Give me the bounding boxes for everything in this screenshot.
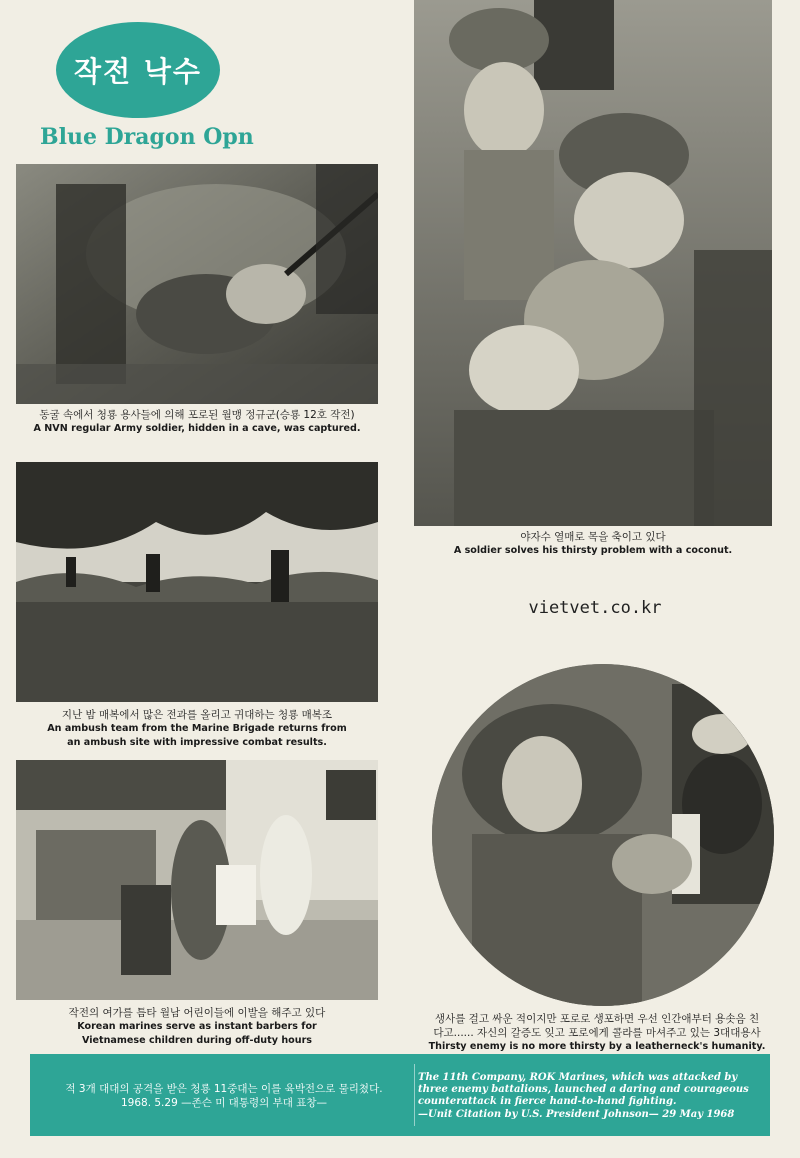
photo-marine-barbers: [16, 760, 378, 1000]
photo-coconut-drink: [414, 0, 772, 526]
citation-en-line3: counterattack in fierce hand-to-hand fighting.: [418, 1096, 677, 1107]
caption-coconut-drink: [414, 530, 772, 558]
caption-en: A NVN regular Army soldier, hidden in a cave, was captured.: [33, 423, 361, 434]
banner-divider: [414, 1064, 415, 1126]
citation-en: [418, 1072, 758, 1121]
unit-citation-banner: [30, 1054, 770, 1136]
caption-en: A soldier solves his thirsty problem with a coconut.: [453, 545, 733, 556]
page-subtitle: Blue Dragon Opn: [40, 124, 254, 150]
caption-ko-line1: 생사를 걸고 싸운 적이지만 포로로 생포하면 우선 인간애부터 용솟음 친: [434, 1013, 760, 1025]
page-title: 작전 낙수: [74, 55, 202, 88]
caption-en-line1: An ambush team from the Marine Brigade returns from: [47, 723, 347, 734]
watermark-site: vietvet.co.kr: [528, 598, 662, 618]
citation-en-line2: three enemy battalions, launched a daring and courageous: [418, 1084, 749, 1095]
citation-en-line1: The 11th Company, ROK Marines, which was attacked by: [418, 1072, 738, 1083]
caption-ko: 야자수 열매로 목을 축이고 있다: [520, 531, 666, 543]
photo-ambush-team: [16, 462, 378, 702]
caption-prisoner-cola: [414, 1012, 780, 1054]
title-badge: [56, 22, 220, 118]
caption-en-line2: an ambush site with impressive combat results.: [67, 737, 327, 748]
caption-en-line2: Vietnamese children during off-duty hours: [81, 1035, 313, 1046]
caption-ko: 동굴 속에서 청룡 용사들에 의해 포로된 월맹 정규군(승룡 12호 작전): [39, 409, 355, 421]
caption-en: Thirsty enemy is no more thirsty by a leatherneck's humanity.: [428, 1041, 766, 1052]
citation-ko-line1: 적 3개 대대의 공격을 받은 청룡 11중대는 이를 육박전으로 물리쳤다.: [65, 1083, 383, 1095]
caption-ko: 작전의 여가를 틈타 월남 어린이들에 이발을 해주고 있다: [68, 1007, 326, 1019]
caption-ambush-team: [16, 708, 378, 750]
citation-ko-line2: 1968. 5.29 —존슨 미 대통령의 부대 표창—: [120, 1097, 328, 1109]
caption-ko-line2: 다고...... 자신의 갈증도 잊고 포로에게 콜라를 마셔주고 있는 3대대용사: [433, 1027, 761, 1039]
caption-ko: 지난 밤 매복에서 많은 전과를 올리고 귀대하는 청룡 매복조: [61, 709, 333, 721]
caption-marine-barbers: [16, 1006, 378, 1048]
photo-prisoner-cola: [432, 664, 774, 1006]
photo-captured-soldier: [16, 164, 378, 404]
caption-en-line1: Korean marines serve as instant barbers for: [77, 1021, 317, 1032]
citation-source: —Unit Citation by U.S. President Johnson— 29 May 1968: [418, 1109, 735, 1120]
caption-captured-soldier: [16, 408, 378, 436]
citation-ko: [44, 1082, 404, 1110]
